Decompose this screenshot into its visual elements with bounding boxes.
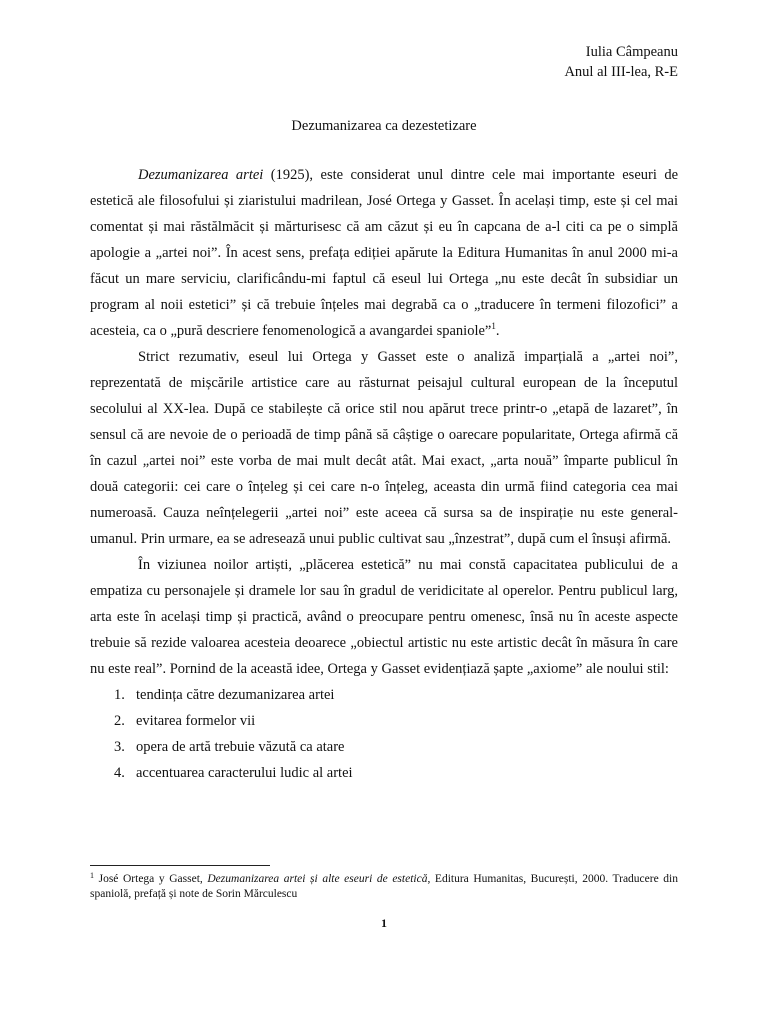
work-title: Dezumanizarea artei	[138, 167, 264, 183]
axioms-list	[90, 682, 678, 786]
list-item-number: 4.	[114, 765, 125, 781]
document-body	[90, 162, 678, 786]
author-name: Iulia Câmpeanu	[585, 44, 678, 60]
list-item-number: 2.	[114, 713, 125, 729]
list-item-text: evitarea formelor vii	[136, 713, 256, 729]
footnote-author: José Ortega y Gasset,	[94, 873, 208, 885]
paragraph-1-end: .	[495, 323, 500, 339]
list-item	[90, 734, 678, 760]
footnote-reference[interactable]: 1	[491, 321, 496, 331]
paragraph-2: Strict rezumativ, eseul lui Ortega y Gasset este o analiză imparțială a „artei noi”, reprezentată de mișcările artistice care au răsturnat peisajul cultural european de la începutul secolului al XX-lea. După ce stabilește că orice stil nou apărut trece printr-o „etapă de lazaret”, în sensul că are nevoie de o perioadă de timp până să câștige o oarecare popularitate, Ortega afirmă că în cazul „artei noi” este vorba de mai mult decât atât. Mai exact, „arta nouă” împarte publicul în două categorii: cei care o înțeleg și cei care n-o înțeleg, aceasta din urmă fiind categoria cea mai numeroasă. Cauza neînțelegerii „artei noi” este aceea că sursa sa de inspirație nu este general-umanul. Prin urmare, ea se adresează unui public cultivat sau „înzestrat”, după cum el însuși afirmă.	[90, 349, 678, 547]
footnote	[90, 872, 678, 902]
footnote-book-title: Dezumanizarea artei și alte eseuri de estetică	[207, 873, 428, 885]
page-number: 1	[381, 916, 387, 930]
list-item-number: 3.	[114, 739, 125, 755]
paragraph-1-text: (1925), este considerat unul dintre cele mai importante eseuri de estetică ale filosofului și ziaristului madrilean, José Ortega y Gasset. În același timp, este și cel mai comentat și mai răstălmăcit și mărturisesc că am căzut și eu în capcana de a-l citi ca pe o simplă apologie a „artei noi”. În acest sens, prefața ediției apărute la Editura Humanitas în anul 2000 mi-a făcut un mare serviciu, clarificându-mi faptul că eseul lui Ortega „nu este decât în subsidiar un program al noii estetici” și că trebuie înțeles mai degrabă ca o „traducere în termeni filozofici” a acesteia, ca o „pură descriere fenomenologică a avangardei spaniole”	[90, 167, 679, 339]
paragraph-3: În viziunea noilor artiști, „plăcerea estetică” nu mai constă capacitatea publicului de a empatiza cu personajele și dramele lor sau în gradul de veridicitate al operelor. Pentru publicul larg, arta este în același timp și practică, având o preocupare pentru omenesc, însă nu în aceste aspecte trebuie să rezide valoarea acesteia deoarece „obiectul artistic nu este artistic decât în măsura în care nu este real”. Pornind de la această idee, Ortega y Gasset evidențiază șapte „axiome” ale noului stil:	[90, 557, 678, 677]
list-item-text: tendința către dezumanizarea artei	[136, 687, 335, 703]
footnote-mark: 1	[90, 871, 94, 880]
year-group: Anul al III-lea, R-E	[564, 64, 678, 80]
footnote-details: , Editura Humanitas, București, 2000. Traducere din spaniolă, prefață și note de Sorin Mărculescu	[90, 873, 678, 900]
list-item-number: 1.	[114, 687, 125, 703]
list-item	[90, 682, 678, 708]
list-item	[90, 708, 678, 734]
footnote-separator	[90, 865, 270, 866]
list-item	[90, 760, 678, 786]
list-item-text: accentuarea caracterului ludic al artei	[136, 765, 353, 781]
list-item-text: opera de artă trebuie văzută ca atare	[136, 739, 345, 755]
document-title: Dezumanizarea ca dezestetizare	[291, 118, 477, 134]
author-block	[564, 42, 678, 82]
paragraph-1	[90, 162, 678, 344]
